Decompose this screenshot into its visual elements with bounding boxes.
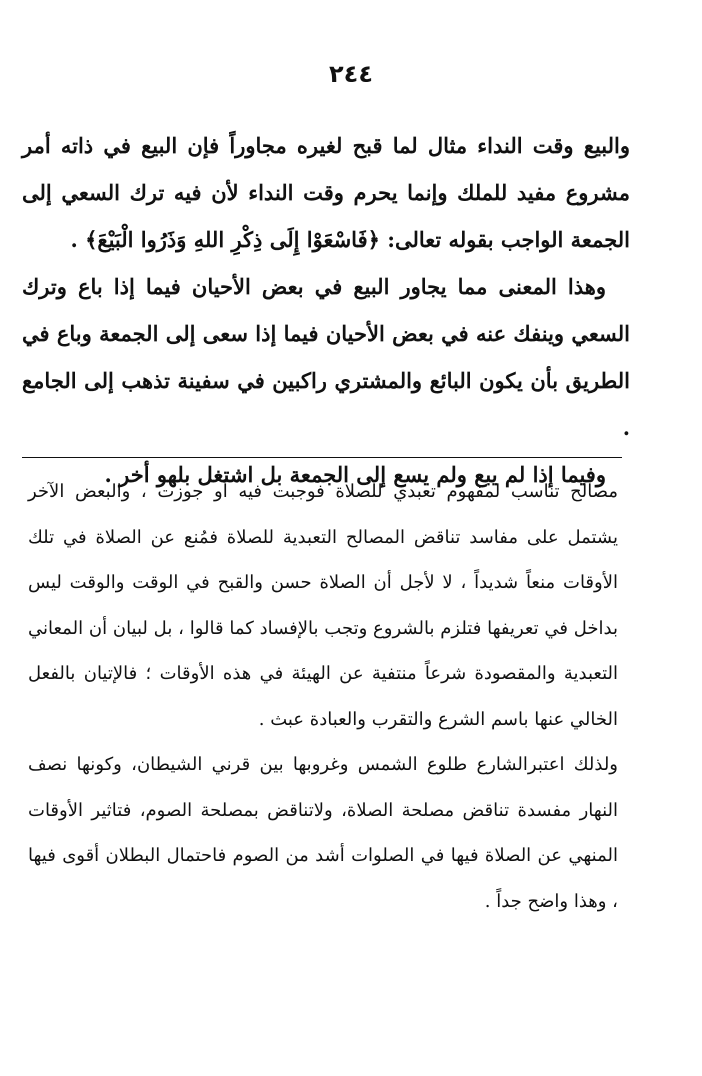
main-paragraph: والبيع وقت النداء مثال لما قبح لغيره مجاوراً فإن البيع في ذاته أمر مشروع مفيد للملك وإنما يحرم وقت النداء لأن فيه ترك السعي إلى الجمعة الواجب بقوله تعالى: ﴿فَاسْعَوْا إِلَى ذِكْرِ اللهِ وَذَرُوا الْبَيْعَ﴾ . — [22, 133, 630, 252]
main-paragraph: وفيما إذا لم يبع ولم يسع إلى الجمعة بل اشتغل بلهو أخر . — [104, 462, 606, 487]
page-number: ٢٤٤ — [329, 60, 373, 88]
footnote-separator — [22, 457, 622, 458]
footnote-text — [28, 469, 618, 924]
footnote-paragraph: ولذلك اعتبرالشارع طلوع الشمس وغروبها بين قرني الشيطان، وكونها نصف النهار مفسدة تناقض مصلحة الصلاة، ولاتناقض بمصلحة الصوم، فتاثير الأوقات المنهي عن الصلاة فيها في الصلوات أشد من الصوم فاحتمال البطلان أقوى فيها ، وهذا واضح جداً . — [28, 754, 618, 912]
main-paragraph: وهذا المعنى مما يجاور البيع في بعض الأحيان فيما إذا باع وترك السعي وينفك عنه في بعض الأحيان فيما إذا سعى إلى الجمعة وباع في الطريق بأن يكون البائع والمشتري راكبين في سفينة تذهب إلى الجامع . — [22, 274, 630, 440]
main-body-text — [22, 122, 630, 498]
footnote-paragraph: مصالح تناسب لمفهوم تعبدي للصلاة فوجبت فيه أو جوزت ، والبعض الآخر يشتمل على مفاسد تناقض المصالح التعبدية للصلاة فمُنع عن الصلاة في تلك الأوقات منعاً شديداً ، لا لأجل أن الصلاة حسن والقبح في الوقت والوقت ليس بداخل في تعريفها فتلزم بالشروع وتجب بالإفساد كما قالوا ، بل لبيان أن المعاني التعبدية والمقصودة شرعاً منتفية عن الهيئة في هذه الأوقات ؛ فالإتيان بالفعل الخالي عنها باسم الشرع والتقرب والعبادة عبث . — [28, 481, 618, 730]
